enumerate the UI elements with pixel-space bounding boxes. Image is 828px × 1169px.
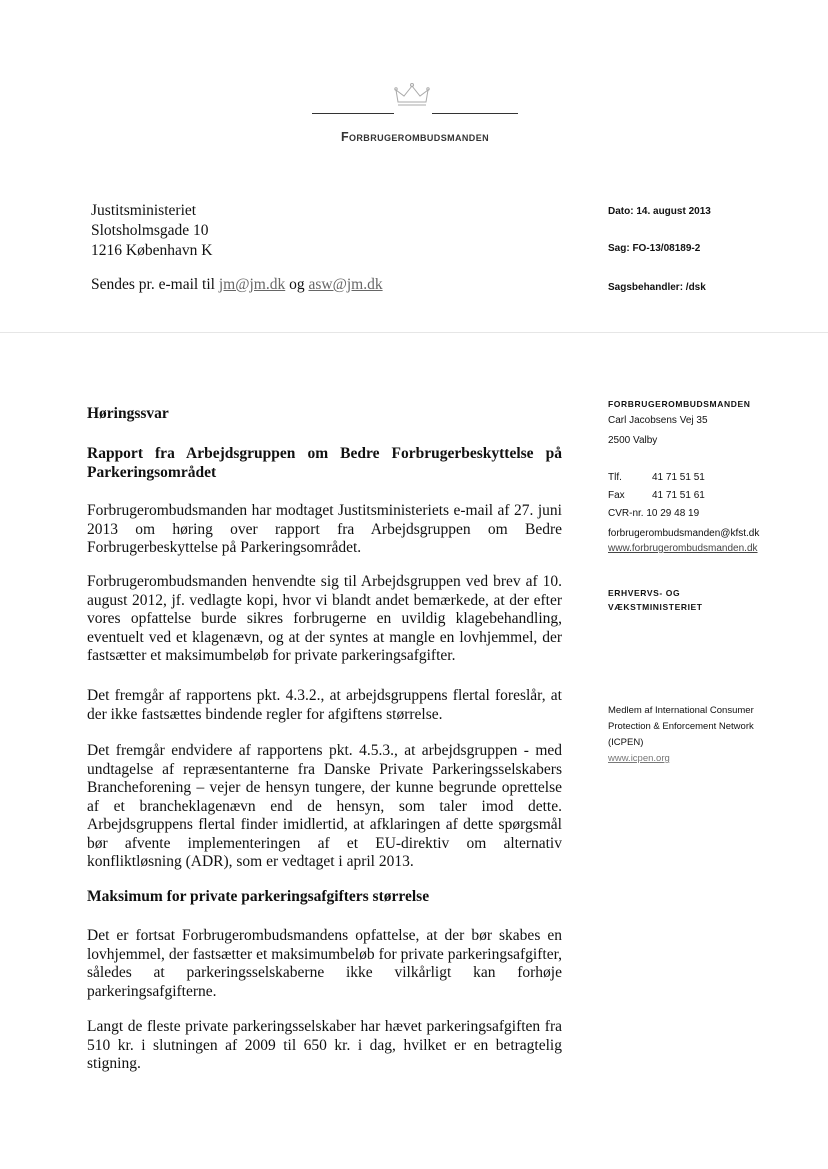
ministry-line: VÆKSTMINISTERIET (608, 602, 703, 612)
phone-row (608, 470, 705, 486)
send-via-email-line (91, 276, 383, 294)
address-line: Carl Jacobsens Vej 35 (608, 415, 708, 426)
send-prefix: Sendes pr. e-mail til (91, 276, 215, 293)
fax-label: Fax (608, 490, 625, 501)
address-line: 2500 Valby (608, 435, 658, 446)
phone-label: Tlf. (608, 472, 622, 483)
member-line: Protection & Enforcement Network (608, 721, 754, 732)
letterhead-rule-right (432, 113, 518, 114)
paragraph-5: Det er fortsat Forbrugerombudsmandens opfattelse, at der bør skabes en lovhjemmel, der fastsætter et maksimumbeløb for private parkeringsafgifter, således at parkeringsselskaberne ikke vilkårligt kan forhøje parkeringsafgifterne. (87, 927, 562, 1000)
heading-report-title: Rapport fra Arbejdsgruppen om Bedre Forbrugerbeskyttelse på Parkeringsområdet (87, 445, 562, 481)
fold-divider (0, 332, 828, 333)
sidebar-contact (608, 470, 705, 522)
paragraph-1: Forbrugerombudsmanden har modtaget Justitsministeriets e-mail af 27. juni 2013 om høring over rapport fra Arbejdsgruppen om Bedre Forbrugerbeskyttelse på Parkeringsområdet. (87, 502, 562, 556)
heading-horingssvar: Høringssvar (87, 405, 169, 422)
paragraph-4: Det fremgår endvidere af rapportens pkt. 4.5.3., at arbejdsgruppen - med undtagelse af repræsentanterne fra Danske Private Parkeringsselskabers Brancheforening – vejer de hensyn tungere, der kunne begrunde oprettelse af et brancheklagenævn end de hensyn, som taler imod dette. Arbejdsgruppens flertal finder imidlertid, at afklaringen af dette spørgsmål bør afvente implementeringen af et EU-direktiv om alternativ konfliktløsning (ADR), som er vedtaget i april 2013. (87, 742, 562, 870)
icpen-link[interactable]: www.icpen.org (608, 753, 670, 764)
letterhead-rule-left (312, 113, 394, 114)
heading-maximum: Maksimum for private parkeringsafgifters størrelse (87, 888, 430, 905)
cvr-row: CVR-nr. 10 29 48 19 (608, 508, 700, 519)
letter-date: Dato: 14. august 2013 (608, 206, 711, 217)
email-link-jm[interactable]: jm@jm.dk (218, 276, 286, 293)
fax-row (608, 488, 705, 504)
letterhead-brand: Forbrugerombudsmanden (340, 130, 490, 144)
paragraph-2: Forbrugerombudsmanden henvendte sig til Arbejdsgruppen ved brev af 10. august 2012, jf. vedlagte kopi, hvor vi blandt andet bemærkede, at der efter vores opfattelse burde sikres forbrugerne en uvildig klagebehandling, eventuelt ved et klagenævn, og at der syntes at mangle en lovhjemmel, der fastsætter et maksimumbeløb for private parkeringsafgifter. (87, 573, 562, 664)
sidebar-address (608, 413, 708, 449)
paragraph-6: Langt de fleste private parkeringsselskaber har hævet parkeringsafgiften fra 510 kr. i slutningen af 2009 til 650 kr. i dag, hvilket er en betragtelig stigning. (87, 1018, 562, 1072)
phone-value: 41 71 51 51 (652, 472, 705, 483)
case-number: Sag: FO-13/08189-2 (608, 243, 701, 254)
email-link-asw[interactable]: asw@jm.dk (308, 276, 383, 293)
recipient-line: Justitsministeriet (91, 202, 197, 219)
paragraph-3: Det fremgår af rapportens pkt. 4.3.2., at arbejdsgruppens flertal foreslår, at der ikke fastsættes bindende regler for afgiftens størrelse. (87, 687, 562, 723)
recipient-address (91, 201, 212, 261)
recipient-line: Slotsholmsgade 10 (91, 222, 209, 239)
conjunction: og (289, 276, 305, 293)
sidebar-website-link[interactable]: www.forbrugerombudsmanden.dk (608, 543, 758, 554)
member-line: Medlem af International Consumer (608, 705, 754, 716)
sidebar-membership (608, 703, 754, 767)
ministry-line: ERHVERVS- OG (608, 588, 681, 598)
royal-crown-icon (392, 82, 432, 108)
fax-value: 41 71 51 61 (652, 490, 705, 501)
recipient-line: 1216 København K (91, 242, 213, 259)
sidebar-email[interactable]: forbrugerombudsmanden@kfst.dk (608, 528, 760, 539)
sidebar-org-name: FORBRUGEROMBUDSMANDEN (608, 399, 751, 409)
sidebar-ministry (608, 586, 703, 614)
case-handler: Sagsbehandler: /dsk (608, 282, 706, 293)
member-line: (ICPEN) (608, 737, 644, 748)
